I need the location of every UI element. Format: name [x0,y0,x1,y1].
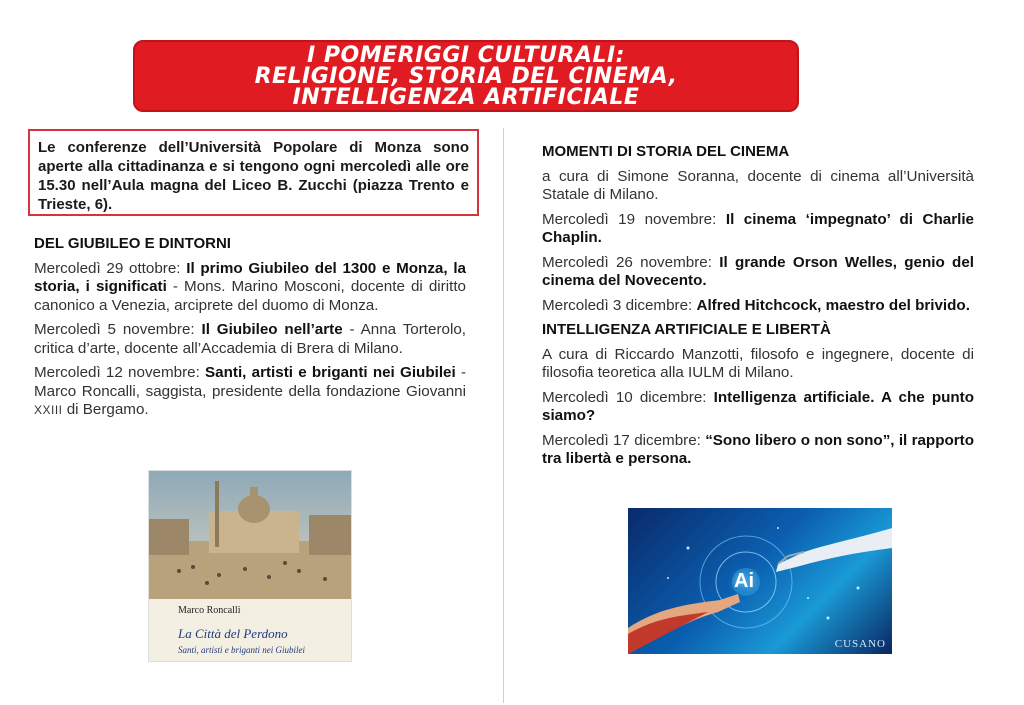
piazza-painting [149,471,352,599]
banner-line-2: RELIGIONE, STORIA DEL CINEMA, [254,64,678,89]
cinema-heading: MOMENTI DI STORIA DEL CINEMA [542,143,790,160]
book-subtitle: Santi, artisti e briganti nei Giubilei [178,645,305,655]
cinema-intro: a cura di Simone Soranna, docente di cinema all’Università Statale di Milano. [542,167,974,203]
book-cover-image [148,470,352,662]
cinema-event-2: Mercoledì 26 novembre: Il grande Orson Welles, genio del cinema del Novecento. [542,253,974,289]
ai-event-2: Mercoledì 17 dicembre: “Sono libero o non sono”, il rapporto tra libertà e persona. [542,431,975,467]
banner-line-1: I POMERIGGI CULTURALI: [307,43,625,68]
info-box: Le conferenze dell’Università Popolare di Monza sono aperte alla cittadinanza e si tengono ogni mercoledì alle ore 15.30 nell’Aula magna del Liceo B. Zucchi (piazza Trento e Trieste, 6). [28,129,479,216]
giubileo-heading: DEL GIUBILEO E DINTORNI [34,235,231,252]
ai-illustration-image [628,508,892,654]
cinema-event-1: Mercoledì 19 novembre: Il cinema ‘impegnato’ di Charlie Chaplin. [542,210,974,246]
right-column [542,143,974,475]
giubileo-event-2: Mercoledì 5 novembre: Il Giubileo nell’arte - Anna Torterolo, critica d’arte, docente all’Accademia di Brera di Milano. [34,321,466,357]
book-title: La Città del Perdono [178,626,288,641]
title-banner [133,40,799,112]
giubileo-event-1: Mercoledì 29 ottobre: Il primo Giubileo del 1300 e Monza, la storia, i significati - Mons. Marino Mosconi, docente di diritto canonico a Venezia, arciprete del duomo di Monza. [34,259,466,314]
ai-label: Ai [734,570,754,592]
left-column [34,235,466,426]
column-divider [503,128,504,703]
ai-event-1: Mercoledì 10 dicembre: Intelligenza artificiale. A che punto siamo? [542,388,974,424]
book-author: Marco Roncalli [178,605,241,616]
giubileo-event-3: Mercoledì 12 novembre: Santi, artisti e briganti nei Giubilei - Marco Roncalli, saggista, presidente della fondazione Giovanni XXIII di Bergamo. [34,364,466,418]
ai-heading: INTELLIGENZA ARTIFICIALE E LIBERTÀ [542,321,831,338]
robot-hand-illustration [628,508,892,654]
ai-intro: A cura di Riccardo Manzotti, filosofo e ingegnere, docente di filosofia teoretica alla IULM di Milano. [542,345,974,381]
banner-line-3: INTELLIGENZA ARTIFICIALE [292,85,640,110]
cinema-event-3: Mercoledì 3 dicembre: Alfred Hitchcock, maestro del brivido. [542,296,970,314]
image-credit: CUSANO [834,638,886,650]
